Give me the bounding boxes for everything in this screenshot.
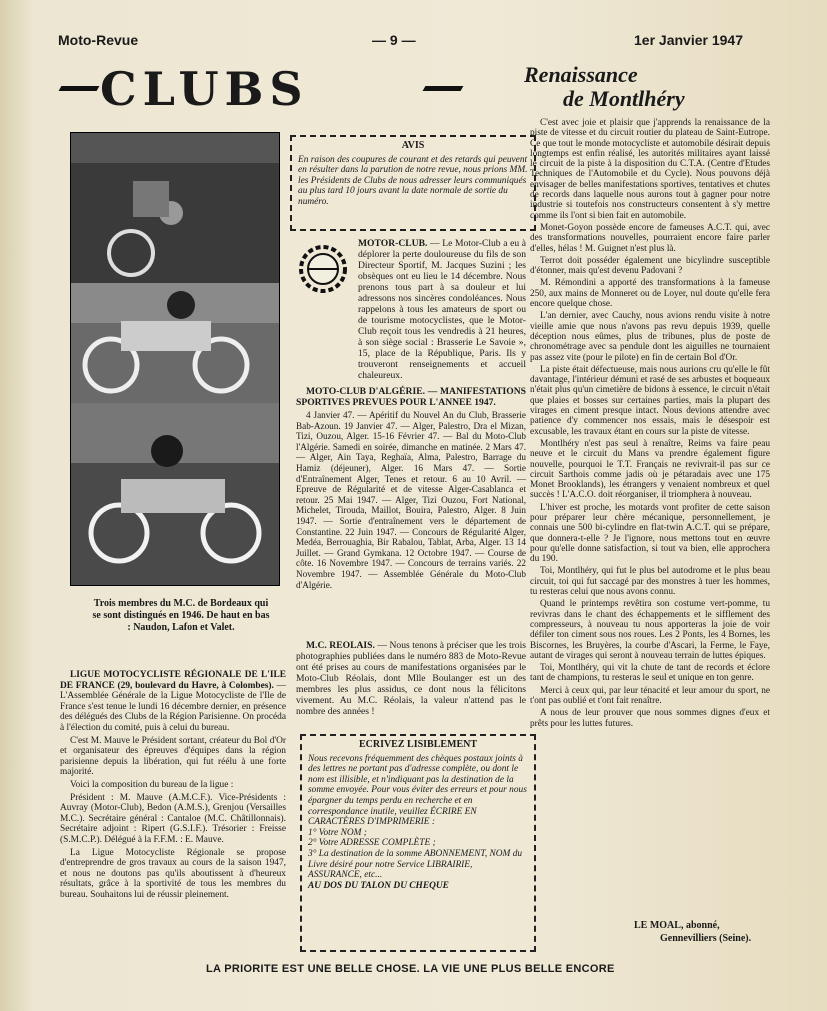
montlhery-p3: Terrot doit posséder également une bicylindre susceptible d'étonner, mais qu'est devenu Padovani ? (530, 255, 770, 277)
avis-text: En raison des coupures de courant et des retards qui peuvent en résulter dans la parution de notre revue, nous prions MM. les Présidents de Clubs de nous adresser leurs communiqués au plus tard 10 jours avant la date normale de sortie du numéro. (298, 154, 528, 207)
ligue-heading: LIGUE MOTOCYCLISTE RÉGIONALE DE L'ILE DE FRANCE (29, boulevard du Havre, à Colombes). (60, 670, 286, 691)
motorclub-text: — Le Motor-Club a eu à déplorer la perte douloureuse du fils de son Directeur Sportif, M. Jacques Suzini ; les obsèques ont eu lieu le 14 décembre. Nous prenons tous part à sa douleur et lui adressons nos sincères condoléances. Nous rappelons à tous les amateurs de sport ou de tourisme motocyclistes, que le Motor-Club reçoit tous les vendredis à 21 heures, à son siège social : Brasserie Le Savoie », 15, place de la République, Paris. Ils y trouveront renseignements et accueil chaleureux. (358, 238, 527, 381)
article-title-line2: de Montlhéry (563, 86, 685, 111)
montlhery-p9: Toi, Montlhéry, qui fut le plus bel autodrome et le plus beau circuit, toi qui fut saccagé par des monstres à tuer les hommes, tu resteras celui que nous avons connu. (530, 566, 770, 598)
montlhery-p8: L'hiver est proche, les motards vont profiter de cette saison pour préparer leur chère mécanique, personnellement, je connais une 500 bi-cylindre en flat-twin A.C.T. qui se prépare, que donnera-t-elle ? Je l'ignore, nous mettons tout en œuvre pour qu'elle donne satisfaction, si tout va bien, elle approchera du 190. (530, 502, 770, 565)
algerie-heading: MOTO-CLUB D'ALGÉRIE. — MANIFESTATIONS SPORTIVES PREVUES POUR L'ANNEE 1947. (296, 386, 526, 408)
reolais-article (296, 640, 526, 719)
montlhery-p10: Quand le printemps revêtira son costume vert-pomme, tu revivras dans le chant des échappements et le sifflement des compresseurs, à nouveau tu nous apporteras la joie de voir défiler ton ciment sous nos roues. Les 2 Ponts, les 4 Bornes, les Biscornes, les Bruyères, la courbe d'Ascari, la Ferme, le Faye, autant de virages qui seront à nouveau terrain de luttes épiques. (530, 599, 770, 661)
ecrivez-box (300, 734, 536, 952)
title-ornament-right (423, 86, 464, 91)
ligue-p2: C'est M. Mauve le Président sortant, créateur du Bol d'Or et organisateur des épreuves d'équipes dans la région parisienne depuis la libération, qui fut réélu à une forte majorité. (60, 735, 286, 778)
ligue-article (60, 670, 286, 902)
avis-title: AVIS (401, 140, 425, 151)
montlhery-p6: La piste était défectueuse, mais nous aurions cru qu'elle le fût davantage, l'intérieur démuni et rasé de ses arbustes et boqueaux n'était plus qu'un cimetière de bidons à essence, le circuit n'était que plaies et bosses sur certaines parties, mais la plupart des virages en ciment presque intact. Nous devions attendre avec patience d'y commencer nos essais, mais le désespoir est excusable, les travaux étant en cours sur la piste de vitesse. (530, 364, 770, 437)
algerie-text: 4 Janvier 47. — Apéritif du Nouvel An du Club, Brasserie Bab-Azoun. 19 Janvier 47. — Alger, Palestro, Dra el Mizan, Tizi, Ouzou, Alger. 15-16 Février 47. — Bal du Moto-Club l'Algérie. Samedi en soirée, dimanche en matinée. 2 Mars 47. — Alger, Ain Taya, Reghaïa, Alma, Palestro, Barrage du Hamiz (déjeuner), Alger. 16 Mars 47. — Sortie d'Entraînement Alger, Tenes et retour. 6 au 10 Avril. — Epreuve de Régularité et de vitesse Alger-Casablanca et retour. 25 Mai 1947. — Alger, Tizi Ouzou, Fort National, Michelet, Tirouda, Maillot, Bouira, Palestro, Alger. 8 Juin 1947. — Sortie d'entraînement vers le département de Constantine. 22 Juin 1947. — Concours de Régularité Alger, Medéa, Berrouaghia, Bir Rabalou, Tablat, Arba, Alger. 13 14 Juillet. — Grand Gymkana. 12 Octobre 1947. — Course de côte. 16 Novembre 1947. — Concours de terrains variés. 22 Novembre 1947. — Assemblée Générale du Moto-Club d'Algérie. (296, 410, 526, 590)
montlhery-p12: Merci à ceux qui, par leur ténacité et leur amour du sport, ne t'ont pas oublié et t'ont fait renaître. (530, 685, 770, 707)
motorclub-article (296, 238, 526, 383)
avis-box (290, 135, 536, 231)
ecrivez-title: ECRIVEZ LISIBLEMENT (358, 739, 478, 750)
ecrivez-text: Nous recevons fréquemment des chèques postaux joints à des lettres ne portant pas d'adresse complète, ou dont le nom est illisible, et n'indiquant pas la destination de la somme envoyée. Pour vous éviter des erreurs et pour nous épargner du temps perdu en recherche et en correspondance inutile, veuillez ÉCRIRE EN CARACTÈRES D'IMPRIMERIE : (308, 753, 527, 828)
footer-slogan: LA PRIORITE EST UNE BELLE CHOSE. LA VIE UNE PLUS BELLE ENCORE (206, 963, 615, 975)
ligue-p4: Président : M. Mauve (A.M.C.F.). Vice-Présidents : Auvray (Motor-Club), Bedon (A.M.S.), Grenjou (Versailles M.C.). Secrétaire général : Cantaloe (M.C. Châtillonnais). Secrétaire adjoint : Ripert (G.S.I.F.). Trésorier : Freisse (S.M.C.P.). Délégué à la F.F.M. : E. Mauve. (60, 792, 286, 845)
montlhery-p7: Montlhéry n'est pas seul à renaître, Reims va faire peau neuve et le circuit du Mans va prendre également figure nouvelle, pourquoi le T.T. Français ne revivrait-il pas sur ce circuit Sarthois comme jadis où je pétaradais avec une 175 Monet Brooklands), les étrangers y venaient nombreux et quel succès ! L'A.C.O. doit réorganiser, il triomphera à nouveau. (530, 438, 770, 501)
ecrivez-item4: AU DOS DU TALON DU CHEQUE (308, 880, 449, 891)
magazine-name: Moto-Revue (58, 32, 139, 48)
montlhery-article (530, 118, 770, 731)
photo-caption: Trois membres du M.C. de Bordeaux qui se sont distingués en 1946. De haut en bas : Naudon, Lafon et Valet. (92, 598, 270, 633)
montlhery-p13: A nous de leur prouver que nous sommes dignes d'eux et prêts pour les luttes futures. (530, 708, 770, 729)
ecrivez-item1: 1° Votre NOM ; (308, 827, 367, 838)
ligue-p1: — L'Assemblée Générale de la Ligue Motocycliste de l'Ile de France s'est tenue le lundi 16 décembre dernier, en présence des délégués des Clubs de la Région Parisienne. On procéda à l'élection du comité, puis à celui du bureau. (60, 680, 286, 733)
montlhery-p2: Monet-Goyon possède encore de fameuses A.C.T. qui, avec des transformations nouvelles, pourraient encore faire parler d'elles, hélas ! M. Guignet n'est plus là. (530, 222, 770, 254)
article-title-line1: Renaissance (524, 62, 638, 87)
ecrivez-item3: 3° La destination de la somme ABONNEMENT, NOM du Livre désiré pour notre Service LIBRAIRIE, ASSURANCE, etc... (308, 848, 523, 881)
ecrivez-item2: 2° Votre ADRESSE COMPLÈTE ; (308, 838, 436, 849)
signature-place: Gennevilliers (Seine). (660, 933, 752, 944)
algerie-article (296, 386, 526, 592)
signature: LE MOAL, abonné, (634, 920, 720, 931)
reolais-text: — Nous tenons à préciser que les trois photographies publiées dans le numéro 883 de Moto-Revue ont été prises au cours de manifestations organisées par le Moto-Club Réolais, dont Mlle Boulanger est un des membres les plus assidus, ce dont nous la félicitons vivement. Au M.C. Réolais, la valeur n'attend pas le nombre des années ! (296, 640, 527, 717)
page-title: CLUBS (100, 62, 309, 116)
reolais-heading: M.C. REOLAIS. (306, 640, 375, 651)
motorclub-heading: MOTOR-CLUB. (358, 238, 428, 249)
ligue-p3: Voici la composition du bureau de la ligue : (70, 779, 234, 790)
motorcycle-photo (70, 132, 280, 586)
title-ornament-left (59, 86, 100, 91)
issue-date: 1er Janvier 1947 (634, 32, 743, 48)
montlhery-p4: M. Rémondini a apporté des transformations à la fameuse 250, aux mains de Monneret ou de Loyer, nul doute qu'elle fera encore quelque chose. (530, 278, 770, 310)
montlhery-p1: C'est avec joie et plaisir que j'apprends la renaissance de la piste de vitesse et du circuit routier du plateau de Saint-Eutrope. Ce que tout le monde motocycliste et automobile désirait depuis longtemps est enfin réalisé, les autorités militaires ayant laissé le circuit de la piste à la disposition du C.T.A. (Centre d'Etudes Techniques de l'Automobile et du Cycle). Nous pouvons déjà envisager de belles manifestations sportives, tentatives et chutes de records dans laquelle nous aurons tout à gagner pour notre industrie si toutefois nos constructeurs consentent à s'y mettre comme ils l'ont si bien fait en automobile. (530, 118, 770, 221)
montlhery-p5: L'an dernier, avec Cauchy, nous avions rendu visite à notre vieille amie que nous n'avons pas revu depuis 1939, quelle déception nous eûmes, plus de tribunes, plus de poste de chronométrage avec sa pendule dont les aiguilles ne tournaient pas assez vite (pour le pilote) en fin de certain Bol d'Or. (530, 311, 770, 363)
montlhery-p11: Toi, Montlhéry, qui vit la chute de tant de records et éclore tant de champions, tu resteras le seul et unique en ton genre. (530, 663, 770, 684)
page-number: — 9 — (372, 32, 416, 48)
ligue-p5: La Ligue Motocycliste Régionale se propose d'entreprendre de gros travaux au cours de la saison 1947, et nous ne doutons pas qu'ils aboutissent à d'heureux résultats, grâce à la sportivité de tous les membres du bureau. Souhaitons lui de réussir pleinement. (60, 847, 286, 900)
